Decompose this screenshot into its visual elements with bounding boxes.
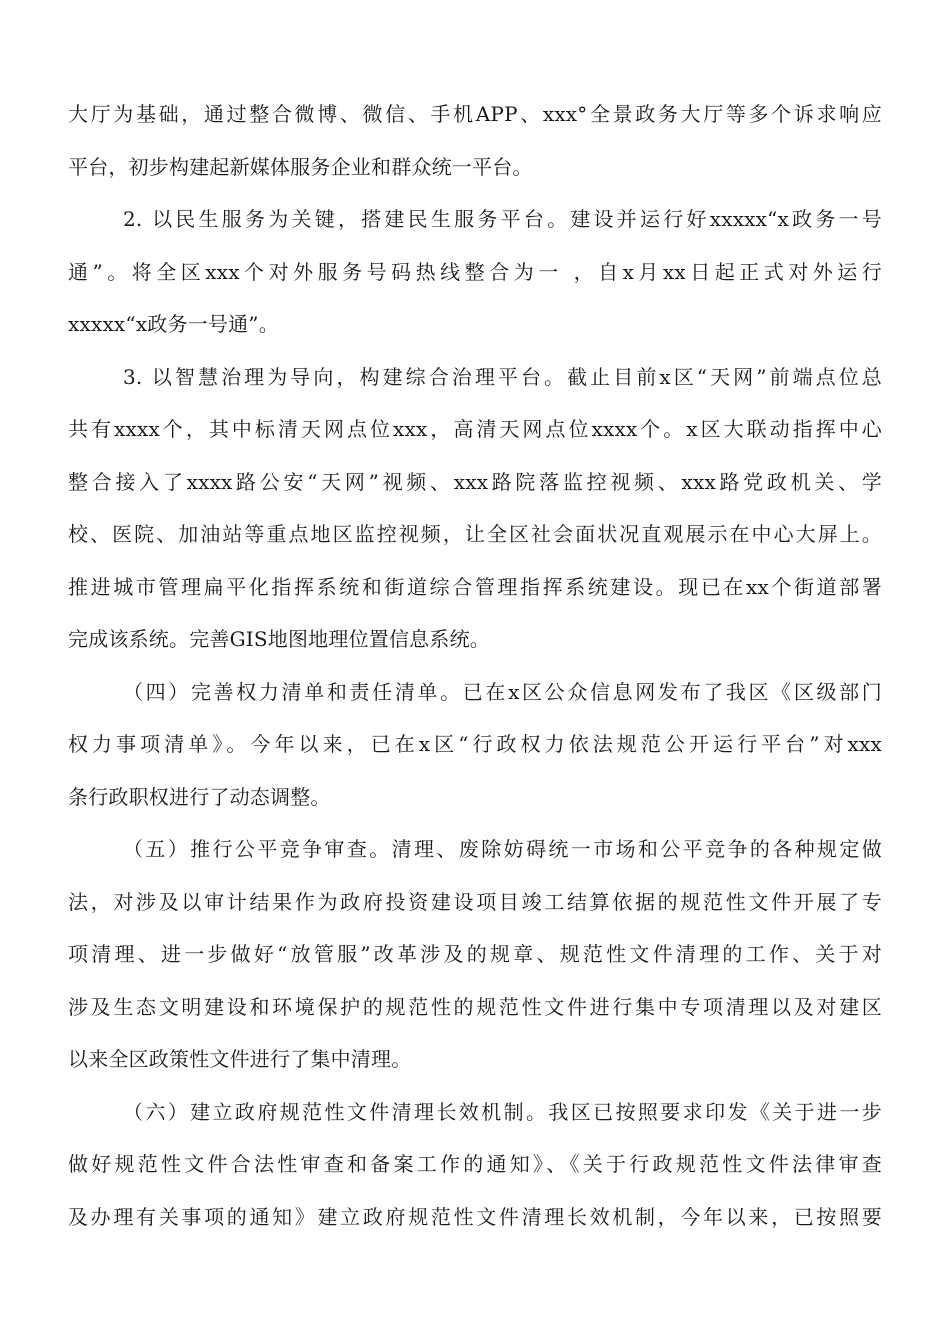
document-body <box>68 96 882 1251</box>
text-line-21: 做好规范性文件合法性审查和备案工作的通知》、《关于行政规范性文件法律审查 <box>68 1152 882 1176</box>
text-line-18: 涉及生态文明建设和环境保护的规范性的规范性文件进行集中专项清理以及对建区 <box>68 994 882 1019</box>
text-line-14: 条行政职权进行了动态调整。 <box>68 784 331 809</box>
text-line-11: 完成该系统。完善GIS地图地理位置信息系统。 <box>68 627 490 651</box>
text-line-15: （五）推行公平竞争审查。清理、废除妨碍统一市场和公平竞争的各种规定做 <box>123 837 882 861</box>
text-line-16: 法，对涉及以审计结果作为政府投资建设项目竣工结算依据的规范性文件开展了专 <box>68 889 882 914</box>
text-line-22: 及办理有关事项的通知》建立政府规范性文件清理长效机制，今年以来，已按照要 <box>68 1204 882 1229</box>
text-line-9: 校、医院、加油站等重点地区监控视频，让全区社会面状况直观展示在中心大屏上。 <box>68 522 882 546</box>
text-line-5: xxxxx“x政务一号通”。 <box>68 312 279 336</box>
text-line-12: （四）完善权力清单和责任清单。已在x区公众信息网发布了我区《区级部门 <box>123 679 882 704</box>
text-line-13: 权力事项清单》。今年以来，已在x区“行政权力依法规范公开运行平台”对xxx <box>68 732 882 756</box>
text-line-10: 推进城市管理扁平化指挥系统和街道综合管理指挥系统建设。现已在xx个街道部署 <box>68 574 882 599</box>
text-line-17: 项清理、进一步做好“放管服”改革涉及的规章、规范性文件清理的工作、关于对 <box>68 942 882 966</box>
text-line-4: 通”。将全区xxx个对外服务号码热线整合为一 ，自x月xx日起正式对外运行 <box>68 259 882 284</box>
text-line-20: （六）建立政府规范性文件清理长效机制。我区已按照要求印发《关于进一步 <box>123 1099 882 1124</box>
text-line-19: 以来全区政策性文件进行了集中清理。 <box>68 1047 412 1071</box>
text-line-2: 平台，初步构建起新媒体服务企业和群众统一平台。 <box>68 154 533 179</box>
text-line-8: 整合接入了xxxx路公安“天网”视频、xxx路院落监控视频、xxx路党政机关、学 <box>68 469 882 494</box>
text-line-7: 共有xxxx个，其中标清天网点位xxx，高清天网点位xxxx个。x区大联动指挥中心 <box>68 417 882 441</box>
text-line-3: 2. 以民生服务为关键，搭建民生服务平台。建设并运行好xxxxx“x政务一号 <box>123 207 882 231</box>
text-line-1: 大厅为基础，通过整合微博、微信、手机APP、xxx°全景政务大厅等多个诉求响应 <box>68 102 882 126</box>
text-line-6: 3. 以智慧治理为导向，构建综合治理平台。截止目前x区“天网”前端点位总 <box>123 364 882 389</box>
